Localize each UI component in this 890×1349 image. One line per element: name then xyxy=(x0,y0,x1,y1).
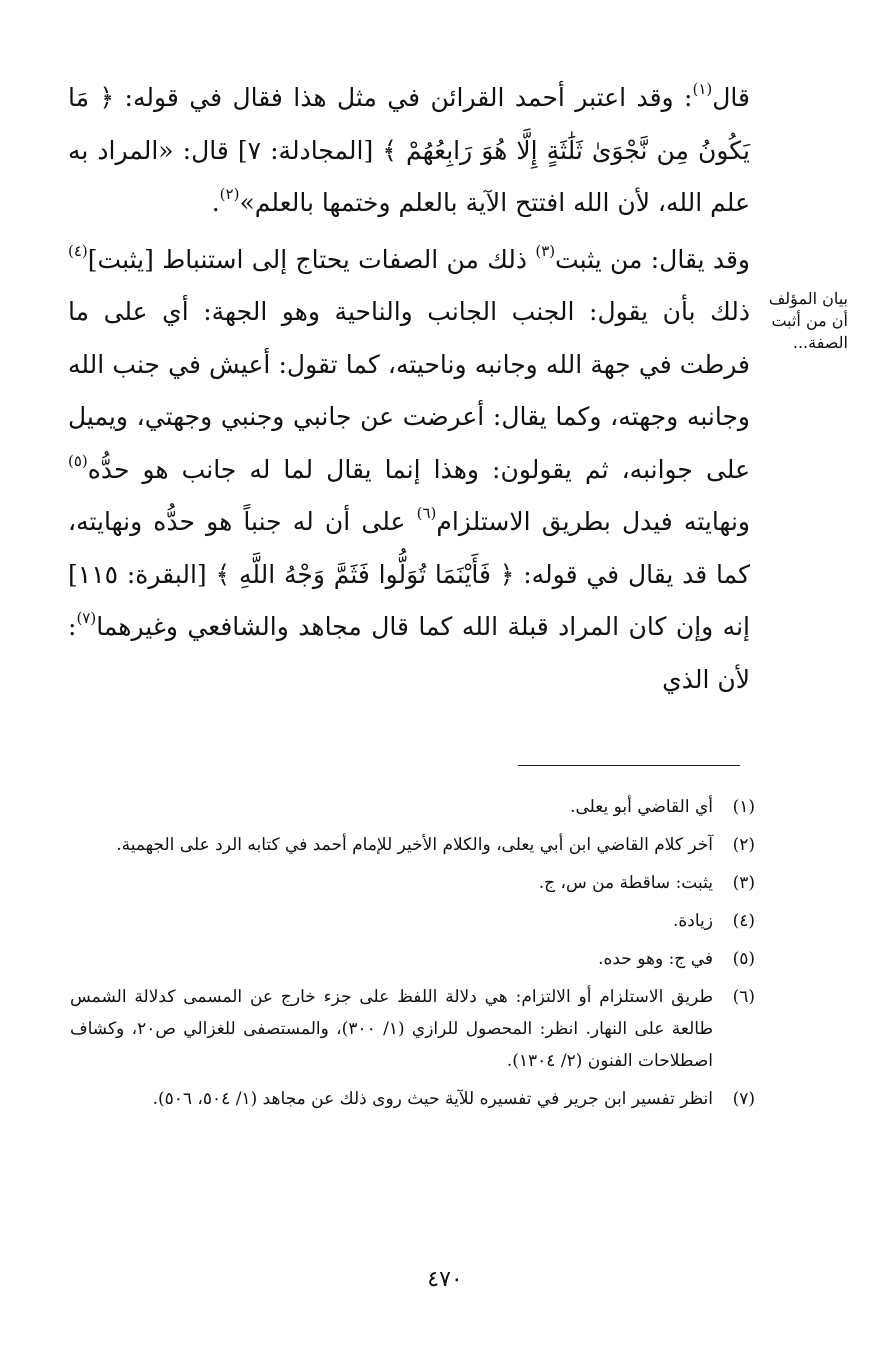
footnote-number: (٤) xyxy=(732,911,755,931)
text-segment: وقد يقال: من يثبت xyxy=(555,244,751,274)
footnote-item xyxy=(70,829,755,861)
footnote-number: (٥) xyxy=(732,949,755,969)
text-segment: : لأن الذي xyxy=(68,612,750,694)
paragraph-1 xyxy=(68,72,750,230)
footnote-number: (٦) xyxy=(732,987,755,1007)
footnote-item xyxy=(70,905,755,937)
footnote-number: (١) xyxy=(732,797,755,817)
text-segment: . xyxy=(211,188,220,217)
footnote-ref-2: (٢) xyxy=(219,185,240,203)
footnote-text: آخر كلام القاضي ابن أبي يعلى، والكلام الأخير للإمام أحمد في كتابه الرد على الجهمية. xyxy=(116,835,713,855)
footnote-ref-5: (٥) xyxy=(68,451,88,470)
footnote-item xyxy=(70,867,755,899)
footnote-text: انظر تفسير ابن جرير في تفسيره للآية حيث روى ذلك عن مجاهد (١/ ٥٠٤، ٥٠٦). xyxy=(152,1089,713,1109)
paragraph-2 xyxy=(68,234,750,707)
footnote-separator xyxy=(518,765,740,766)
text-segment: ذلك بأن يقول: الجنب الجانب والناحية وهو الجهة: أي على ما فرطت في جهة الله وجانبه وناحيته، كما تقول: أعيش في جنب الله وجانبه وجهته، وكما يقال: أعرضت عن جانبي وجنبي وجهتي، ويميل على جوانبه، ثم يقولون: وهذا إنما يقال لما له جانب هو حدُّه xyxy=(68,297,750,484)
footnote-text: يثبت: ساقطة من س، ج. xyxy=(538,873,713,893)
footnote-text: أي القاضي أبو يعلى. xyxy=(570,797,713,817)
footnote-number: (٢) xyxy=(732,835,755,855)
footnote-text: زيادة. xyxy=(672,911,713,931)
footnote-number: (٣) xyxy=(732,873,755,893)
footnote-item xyxy=(70,981,755,1077)
footnote-item xyxy=(70,791,755,823)
footnote-item xyxy=(70,1083,755,1115)
page-number: ٤٧٠ xyxy=(427,1267,463,1292)
main-text xyxy=(68,72,750,706)
footnote-text: في ج: وهو حده. xyxy=(598,949,713,969)
text-segment: قال xyxy=(712,83,750,112)
text-segment: : وقد اعتبر أحمد القرائن في مثل هذا فقال في قوله: ﴿ مَا يَكُونُ مِن نَّجْوَىٰ ثَلَٰثَةٍ إِلَّا هُوَ رَابِعُهُمْ ﴾ [المجادلة: ٧] قال: «المراد به علم الله، لأن الله افتتح الآية بالعلم وختمها بالعلم» xyxy=(68,83,751,217)
text-segment: على أن له جنباً هو حدُّه ونهايته، كما قد يقال في قوله: ﴿ فَأَيْنَمَا تُوَلُّوا فَثَمَّ وَجْهُ اللَّهِ ﴾ [البقرة: ١١٥] إنه وإن كان المراد قبلة الله كما قال مجاهد والشافعي وغيرهما xyxy=(68,507,750,641)
footnote-ref-7: (٧) xyxy=(76,609,97,627)
margin-note: بيان المؤلف أن من أثبت الصفة... xyxy=(768,289,848,352)
footnote-ref-6: (٦) xyxy=(416,504,437,522)
footnote-item xyxy=(70,943,755,975)
footnote-text: طريق الاستلزام أو الالتزام: هي دلالة اللفظ على جزء خارج عن المسمى كدلالة الشمس طالعة على النهار. انظر: المحصول للرازي (١/ ٣٠٠)، والمستصفى للغزالي ص٢٠، وكشاف اصطلاحات الفنون (٢/ ١٣٠٤). xyxy=(70,987,713,1071)
footnote-ref-1: (١) xyxy=(692,80,713,98)
footnote-number: (٧) xyxy=(732,1089,755,1109)
text-segment: ونهايته فيدل بطريق الاستلزام xyxy=(436,507,750,536)
footnotes xyxy=(70,791,755,1121)
footnote-ref-3: (٣) xyxy=(535,241,556,260)
text-segment: ذلك من الصفات يحتاج إلى استنباط [يثبت] xyxy=(87,244,536,274)
footnote-ref-4: (٤) xyxy=(68,241,88,260)
